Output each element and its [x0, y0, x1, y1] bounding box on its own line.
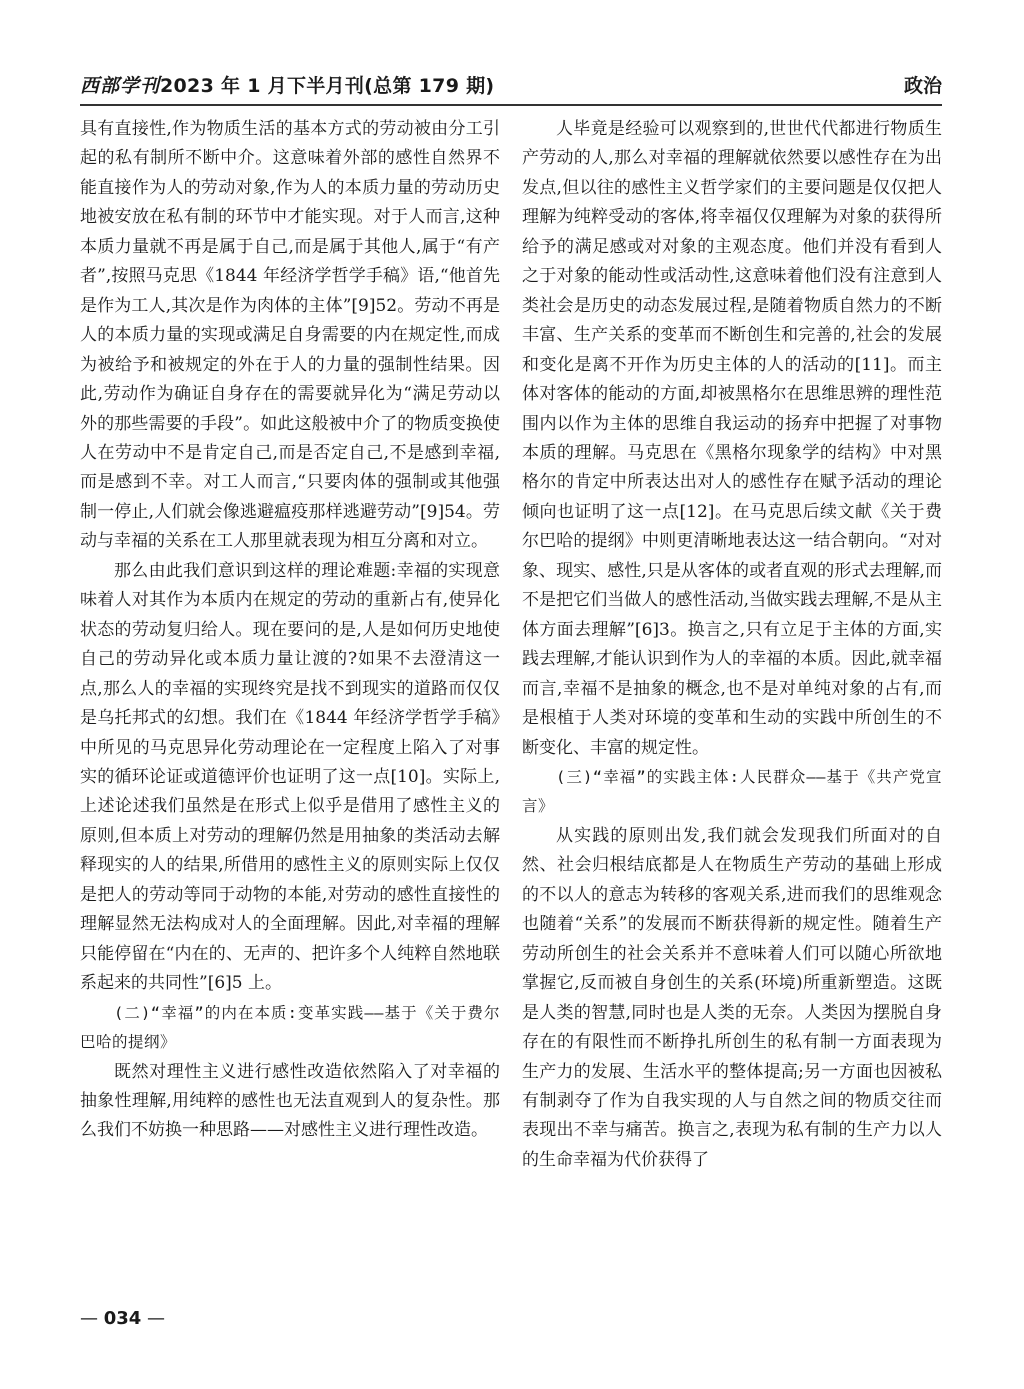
journal-logo: 西部学刊 — [80, 75, 161, 97]
journal-title — [80, 72, 494, 100]
left-column — [80, 115, 500, 1146]
running-header — [80, 72, 942, 102]
paragraph: 既然对理性主义进行感性改造依然陷入了对幸福的抽象性理解,用纯粹的感性也无法直观到人的复杂性。那么我们不妨换一种思路——对感性主义进行理性改造。 — [80, 1061, 500, 1141]
page-footer — [80, 1306, 165, 1332]
section-subheading: (二)“幸福”的内在本质:变革实践——基于《关于费尔巴哈的提纲》 — [80, 1003, 500, 1052]
paragraph: 从实践的原则出发,我们就会发现我们所面对的自然、社会归根结底都是人在物质生产劳动的基础上形成的不以人的意志为转移的客观关系,进而我们的思维观念也随着“关系”的发展而不断获得新的规定性。随着生产劳动所创生的社会关系并不意味着人们可以随心所欲地掌握它,反而被自身创生的关系(环境)所重新塑造。这既是人类的智慧,同时也是人类的无奈。人类因为摆脱自身存在的有限性而不断挣扎所创生的私有制一方面表现为生产力的发展、生活水平的整体提高;另一方面也因被私有制剥夺了作为自我实现的人与自然之间的物质交往而表现出不幸与痛苦。换言之,表现为私有制的生产力以人的生命幸福为代价获得了 — [522, 825, 942, 1170]
section-label: 政治 — [903, 75, 942, 97]
page-number: 034 — [103, 1308, 142, 1329]
header-rule — [80, 104, 942, 106]
issue-info: 2023 年 1 月下半月刊(总第 179 期) — [160, 75, 495, 97]
section-subheading: (三)“幸福”的实践主体:人民群众——基于《共产党宣言》 — [522, 767, 942, 816]
footer-dash-right: — — [141, 1308, 166, 1329]
paragraph: 那么由此我们意识到这样的理论难题:幸福的实现意味着人对其作为本质内在规定的劳动的重新占有,使异化状态的劳动复归给人。现在要问的是,人是如何历史地使自己的劳动异化或本质力量让渡的?如果不去澄清这一点,那么人的幸福的实现终究是找不到现实的道路而仅仅是乌托邦式的幻想。我们在《1844 年经济学哲学手稿》中所见的马克思异化劳动理论在一定程度上陷入了对事实的循环论证或道德评价也证明了这一点[10]。实际上,上述论述我们虽然是在形式上似乎是借用了感性主义的原则,但本质上对劳动的理解仍然是用抽象的类活动去解释现实的人的结果,所借用的感性主义的原则实际上仅仅是把人的劳动等同于动物的本能,对劳动的感性直接性的理解显然无法构成对人的全面理解。因此,对幸福的理解只能停留在“内在的、无声的、把许多个人纯粹自然地联系起来的共同性”[6]5 上。 — [80, 560, 500, 994]
paragraph: 人毕竟是经验可以观察到的,世世代代都进行物质生产劳动的人,那么对幸福的理解就依然要以感性存在为出发点,但以往的感性主义哲学家们的主要问题是仅仅把人理解为纯粹受动的客体,将幸福仅仅理解为对象的获得所给予的满足感或对对象的主观态度。他们并没有看到人之于对象的能动性或活动性,这意味着他们没有注意到人类社会是历史的动态发展过程,是随着物质自然力的不断丰富、生产关系的变革而不断创生和完善的,社会的发展和变化是离不开作为历史主体的人的活动的[11]。而主体对客体的能动的方面,却被黑格尔在思维思辨的理性范围内以作为主体的思维自我运动的扬弃中把握了对事物本质的理解。马克思在《黑格尔现象学的结构》中对黑格尔的肯定中所表达出对人的感性存在赋予活动的理论倾向也证明了这一点[12]。在马克思后续文献《关于费尔巴哈的提纲》中则更清晰地表达这一结合朝向。“对对象、现实、感性,只是从客体的或者直观的形式去理解,而不是把它们当做人的感性活动,当做实践去理解,不是从主体方面去理解”[6]3。换言之,只有立足于主体的方面,实践去理解,才能认识到作为人的幸福的本质。因此,就幸福而言,幸福不是抽象的概念,也不是对单纯对象的占有,而是根植于人类对环境的变革和生动的实践中所创生的不断变化、丰富的规定性。 — [522, 119, 942, 758]
right-column — [522, 115, 942, 1175]
paragraph: 具有直接性,作为物质生活的基本方式的劳动被由分工引起的私有制所不断中介。这意味着外部的感性自然界不能直接作为人的劳动对象,作为人的本质力量的劳动历史地被安放在私有制的环节中才能实现。对于人而言,这种本质力量就不再是属于自己,而是属于其他人,属于“有产者”,按照马克思《1844 年经济学哲学手稿》语,“他首先是作为工人,其次是作为肉体的主体”[9]52。劳动不再是人的本质力量的实现或满足自身需要的内在规定性,而成为被给予和被规定的外在于人的力量的强制性结果。因此,劳动作为确证自身存在的需要就异化为“满足劳动以外的那些需要的手段”。如此这般被中介了的物质变换使人在劳动中不是肯定自己,而是否定自己,不是感到幸福,而是感到不幸。对工人而言,“只要肉体的强制或其他强制一停止,人们就会像逃避瘟疫那样逃避劳动”[9]54。劳动与幸福的关系在工人那里就表现为相互分离和对立。 — [80, 119, 500, 552]
footer-dash-left: — — [80, 1308, 104, 1329]
